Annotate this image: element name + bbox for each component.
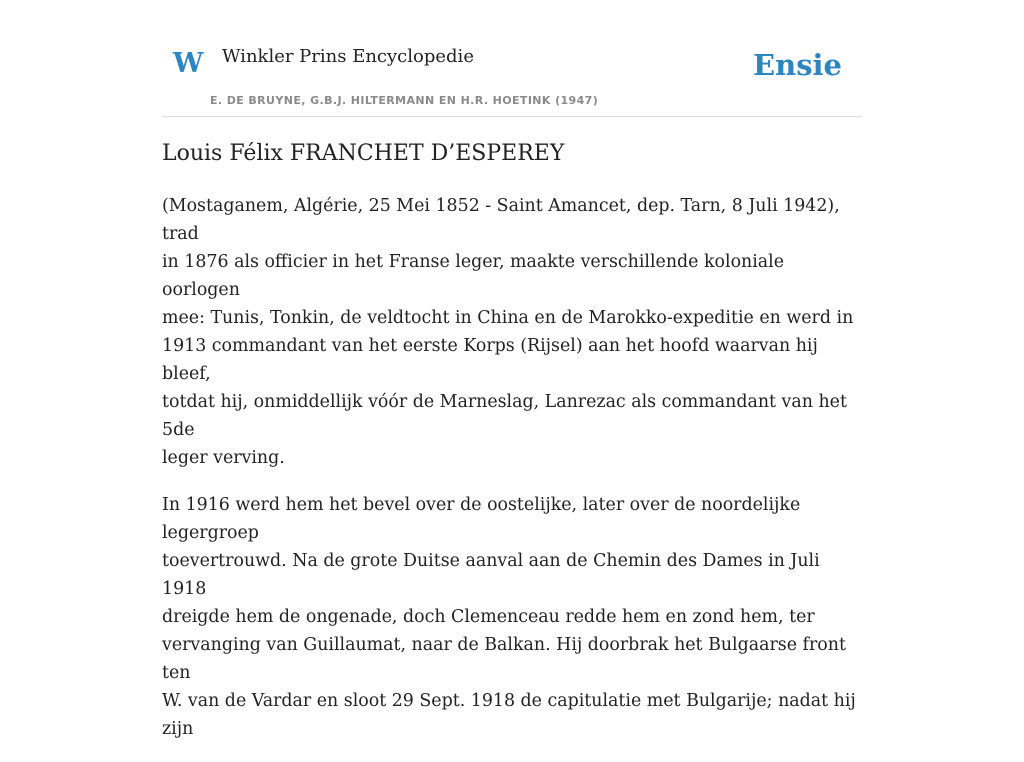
source-title[interactable]: Winkler Prins Encyclopedie [222, 46, 474, 67]
article-paragraph: In 1916 werd hem het bevel over de oostelijke, later over de noordelijke legergroep toevertrouwd. Na de grote Duitse aanval aan de Chemin des Dames in Juli 1918 dreigde hem de ongenade, doch Clemenceau redde hem en zond hem, ter vervanging van Guillaumat, naar de Balkan. Hij doorbrak het Bulgaarse front ten W. van de Vardar en sloot 29 Sept. 1918 de capitulatie met Bulgarije; nadat hij zijn [162, 495, 856, 739]
brand-logo[interactable]: Ensie [753, 48, 842, 82]
article-title: Louis Félix FRANCHET D’ESPEREY [162, 141, 565, 166]
article-body [162, 192, 862, 762]
source-logo[interactable]: W [173, 48, 204, 79]
source-authors: E. DE BRUYNE, G.B.J. HILTERMANN EN H.R. HOETINK (1947) [210, 94, 599, 107]
article-paragraph: (Mostaganem, Algérie, 25 Mei 1852 - Saint Amancet, dep. Tarn, 8 Juli 1942), trad in 1876 als officier in het Franse leger, maakte verschillende koloniale oorlogen mee: Tunis, Tonkin, de veldtocht in China en de Marokko-expeditie en werd in 1913 commandant van het eerste Korps (Rijsel) aan het hoofd waarvan hij bleef, totdat hij, onmiddellijk vóór de Marneslag, Lanrezac als commandant van het 5de leger verving. [162, 196, 854, 468]
source-header [162, 0, 862, 117]
